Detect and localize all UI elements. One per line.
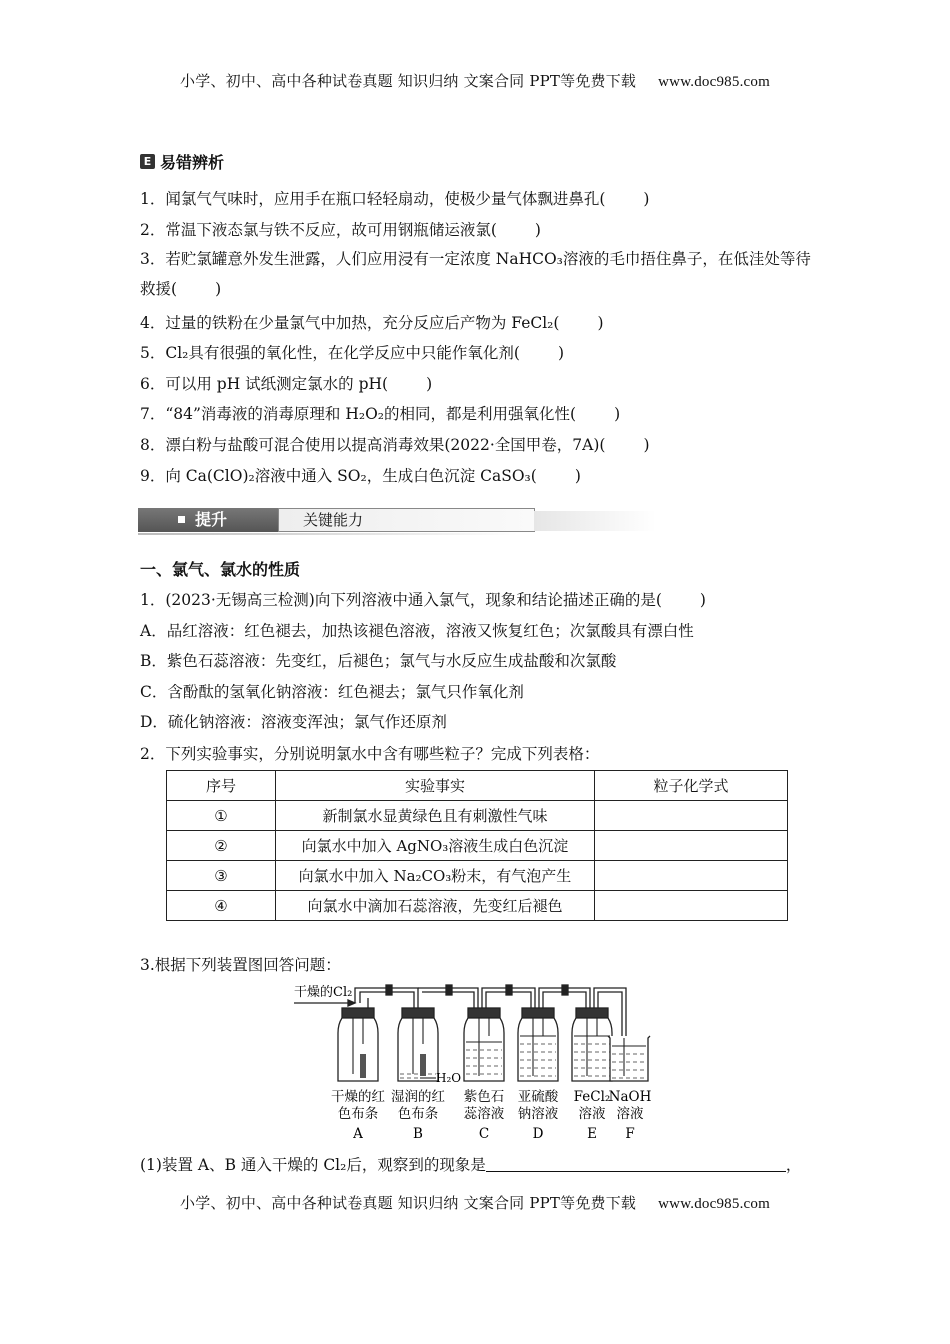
table-cell: ④: [167, 891, 276, 921]
q2-table: [166, 770, 788, 921]
ability-banner: [138, 505, 518, 535]
square-icon: [178, 516, 185, 523]
table-cell: ②: [167, 831, 276, 861]
water-label: H₂O: [436, 1071, 462, 1085]
judge-item-2: 2．常温下液态氯与铁不反应，故可用钢瓶储运液氯( ): [140, 221, 541, 239]
banner-light: 关键能力: [278, 508, 535, 532]
judge-item-6: 6．可以用 pH 试纸测定氯水的 pH( ): [140, 375, 433, 393]
answer-cell[interactable]: [595, 801, 788, 831]
answer-blank[interactable]: [486, 1155, 786, 1172]
bottle-d-label-1: 亚硫酸: [517, 1089, 559, 1105]
q3-stem: 3.根据下列装置图回答问题：: [140, 956, 341, 974]
answer-cell[interactable]: [595, 861, 788, 891]
footer-text: 小学、初中、高中各种试卷真题 知识归纳 文案合同 PPT等免费下载: [180, 1194, 637, 1212]
table-header-row: [167, 771, 788, 801]
bottle-b-label-2: 色布条: [397, 1106, 439, 1122]
bottle-e-label-1: FeCl₂: [573, 1089, 611, 1105]
table-cell: ③: [167, 861, 276, 891]
bottle-e-id: E: [587, 1126, 597, 1142]
beaker-f-id: F: [625, 1126, 635, 1142]
bottle-d-id: D: [532, 1126, 544, 1142]
page-footer: [0, 1192, 950, 1213]
table-row: [167, 831, 788, 861]
q1-option-d: D．硫化钠溶液：溶液变浑浊；氯气作还原剂: [140, 713, 447, 731]
table-row: [167, 891, 788, 921]
bottle-c-id: C: [478, 1126, 490, 1142]
header-text: 小学、初中、高中各种试卷真题 知识归纳 文案合同 PPT等免费下载: [180, 72, 637, 90]
beaker-f-label-2: 溶液: [616, 1106, 644, 1122]
judge-item-8: 8．漂白粉与盐酸可混合使用以提高消毒效果(2022·全国甲卷，7A)( ): [140, 436, 650, 454]
answer-cell[interactable]: [595, 831, 788, 861]
q2-stem: 2．下列实验事实，分别说明氯水中含有哪些粒子？完成下列表格：: [140, 745, 600, 763]
judge-item-9: 9．向 Ca(ClO)₂溶液中通入 SO₂，生成白色沉淀 CaSO₃( ): [140, 467, 581, 485]
banner-dark: 提升: [138, 508, 278, 532]
q1-option-c: C．含酚酞的氢氧化钠溶液：红色褪去；氯气只作氧化剂: [140, 683, 524, 701]
inlet-label: 干燥的Cl₂: [294, 985, 353, 1000]
section-title-text: 易错辨析: [160, 153, 225, 172]
bottle-a-id: A: [353, 1126, 363, 1142]
table-row: [167, 801, 788, 831]
bottle-e-label-2: 溶液: [578, 1106, 606, 1122]
section-title: [140, 150, 224, 173]
apparatus-diagram: [290, 978, 670, 1143]
beaker-f-label-1: NaOH: [608, 1089, 652, 1105]
judge-item-4: 4．过量的铁粉在少量氯气中加热，充分反应后产物为 FeCl₂( ): [140, 314, 604, 332]
table-cell: 向氯水中加入 Na₂CO₃粉末，有气泡产生: [276, 861, 595, 891]
bottle-c-label-1: 紫色石: [463, 1089, 505, 1105]
part1-title: 一、氯气、氯水的性质: [140, 560, 301, 579]
q3-sub1: (1)装置 A、B 通入干燥的 Cl₂后，观察到的现象是 ，: [140, 1156, 802, 1174]
bottle-a-label-2: 色布条: [337, 1106, 379, 1122]
table-header: 粒子化学式: [595, 771, 788, 801]
q1-option-a: A．品红溶液：红色褪去，加热该褪色溶液，溶液又恢复红色；次氯酸具有漂白性: [140, 622, 694, 640]
bottle-b-id: B: [413, 1126, 423, 1142]
judge-item-7: 7．“84”消毒液的消毒原理和 H₂O₂的相同，都是利用强氧化性( ): [140, 405, 621, 423]
header-url[interactable]: www.doc985.com: [658, 74, 770, 90]
bottle-b-label-1: 湿润的红: [391, 1089, 445, 1105]
table-cell: 新制氯水显黄绿色且有刺激性气味: [276, 801, 595, 831]
answer-cell[interactable]: [595, 891, 788, 921]
bottle-d-label-2: 钠溶液: [517, 1106, 559, 1122]
page-header: [0, 70, 950, 91]
table-row: [167, 861, 788, 891]
table-cell: ①: [167, 801, 276, 831]
judge-item-1: 1．闻氯气气味时，应用手在瓶口轻轻扇动，使极少量气体飘进鼻孔( ): [140, 190, 650, 208]
q1-option-b: B．紫色石蕊溶液：先变红，后褪色；氯气与水反应生成盐酸和次氯酸: [140, 652, 617, 670]
bottle-c-label-2: 蕊溶液: [463, 1106, 505, 1122]
table-header: 序号: [167, 771, 276, 801]
q1-stem: 1．(2023·无锡高三检测)向下列溶液中通入氯气，现象和结论描述正确的是( ): [140, 591, 706, 609]
table-header: 实验事实: [276, 771, 595, 801]
table-cell: 向氯水中滴加石蕊溶液，先变红后褪色: [276, 891, 595, 921]
footer-url[interactable]: www.doc985.com: [658, 1196, 770, 1212]
judge-item-5: 5．Cl₂具有很强的氧化性，在化学反应中只能作氧化剂( ): [140, 344, 565, 362]
judge-item-3: 3．若贮氯罐意外发生泄露，人们应用浸有一定浓度 NaHCO₃溶液的毛巾捂住鼻子，在低洼处等待救援( ): [140, 250, 811, 298]
section-e-icon: E: [140, 154, 155, 169]
table-cell: 向氯水中加入 AgNO₃溶液生成白色沉淀: [276, 831, 595, 861]
bottle-a-label-1: 干燥的红: [331, 1089, 385, 1105]
